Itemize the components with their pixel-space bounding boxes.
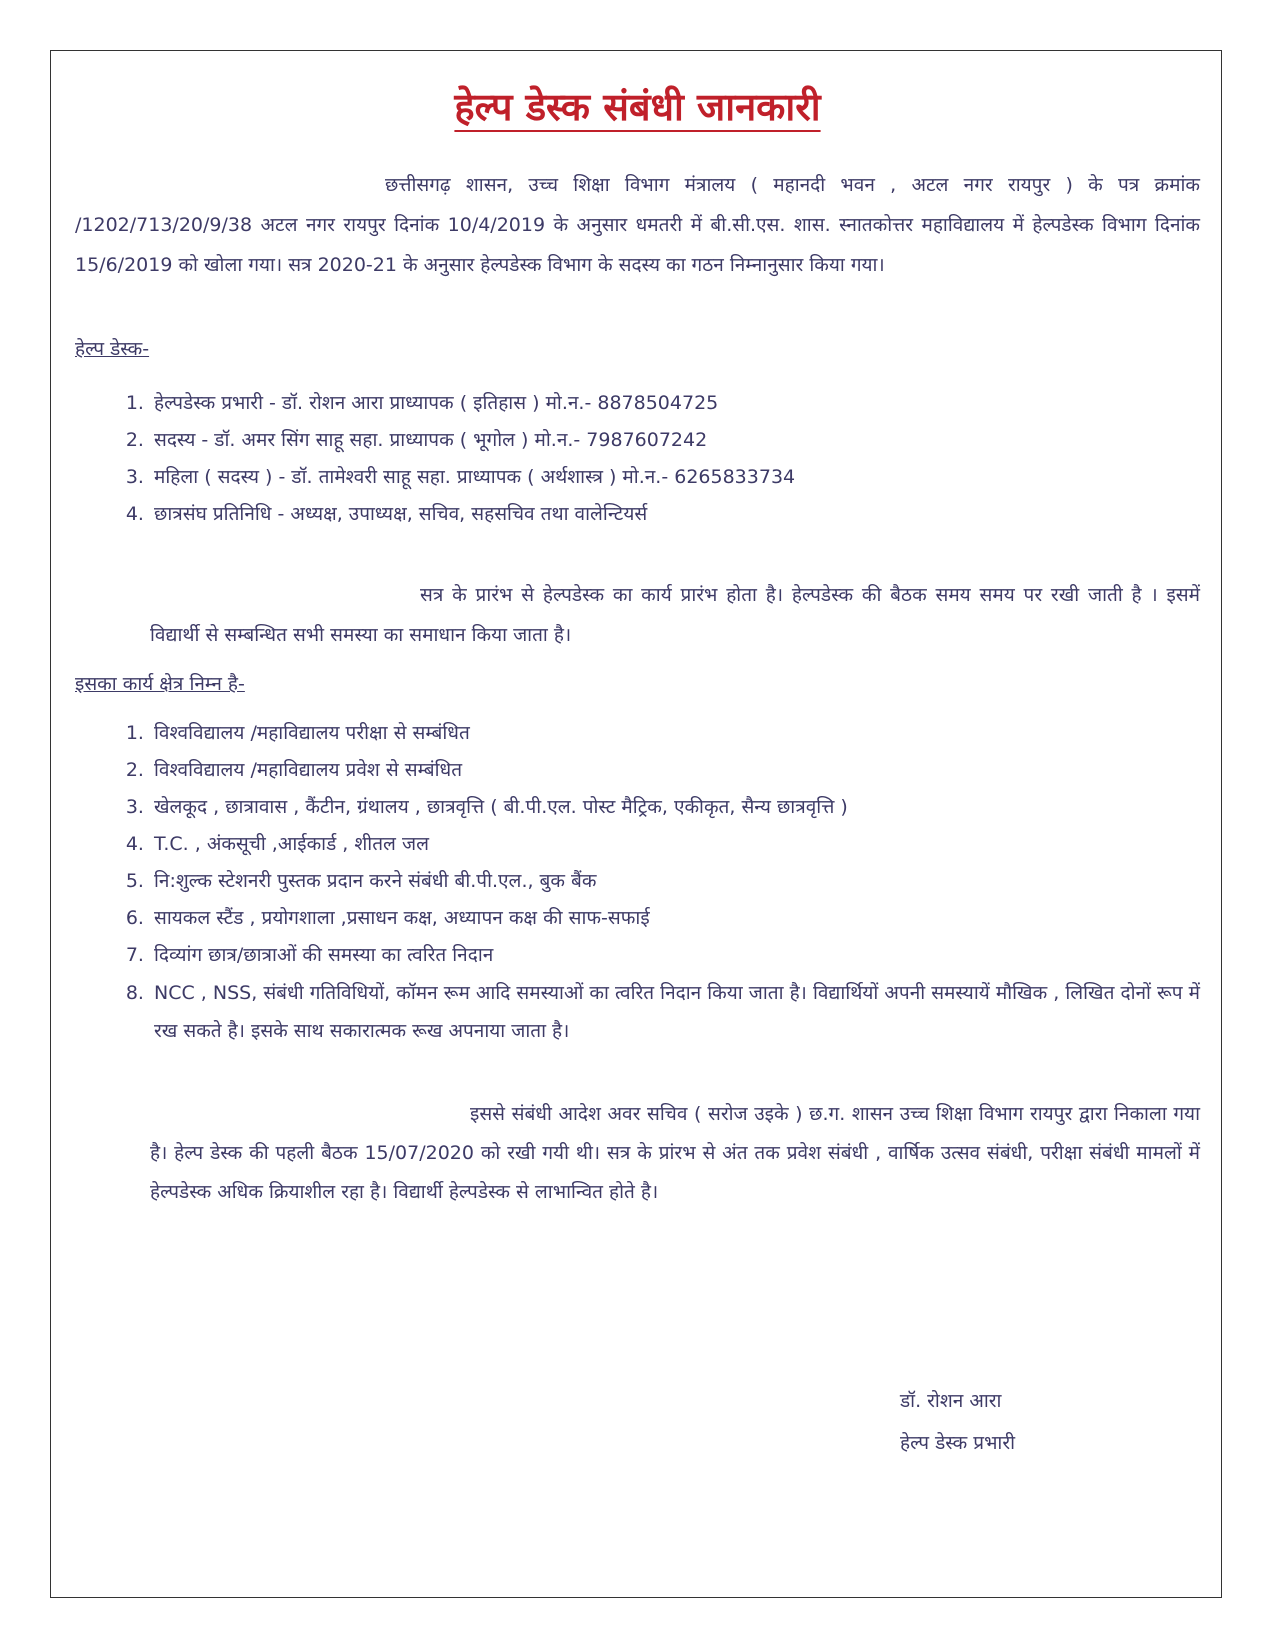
page-title-wrap bbox=[0, 80, 1275, 132]
scope-heading: इसका कार्य क्षेत्र निम्न है- bbox=[75, 673, 245, 695]
member-item: 1. हेल्पडेस्क प्रभारी - डॉ. रोशन आरा प्राध्यापक ( इतिहास ) मो.न.- 8878504725 bbox=[150, 385, 1200, 422]
member-item: 2. सदस्य - डॉ. अमर सिंग साहू सहा. प्राध्यापक ( भूगोल ) मो.न.- 7987607242 bbox=[150, 422, 1200, 459]
intro-paragraph: छत्तीसगढ़ शासन, उच्च शिक्षा विभाग मंत्रालय ( महानदी भवन , अटल नगर रायपुर ) के पत्र क्रमांक /1202/713/20/9/38 अटल नगर रायपुर दिनांक 10/4/2019 के अनुसार धमतरी में बी.सी.एस. शास. स्नातकोत्तर महाविद्यालय में हेल्पडेस्क विभाग दिनांक 15/6/2019 को खोला गया। सत्र 2020-21 के अनुसार हेल्पडेस्क विभाग के सदस्य का गठन निम्नानुसार किया गया। bbox=[75, 174, 1200, 276]
helpdesk-heading: हेल्प डेस्क- bbox=[75, 338, 150, 360]
scope-item: 8. NCC , NSS, संबंधी गतिविधियों, कॉमन रूम आदि समस्याओं का त्वरित निदान किया जाता है। विद्यार्थियों अपनी समस्यायें मौखिक , लिखित दोनों रूप में रख सकते है। इसके साथ सकारात्मक रूख अपनाया जाता है। bbox=[150, 974, 1200, 1050]
member-item: 4. छात्रसंघ प्रतिनिधि - अध्यक्ष, उपाध्यक्ष, सचिव, सहसचिव तथा वालेन्टियर्स bbox=[150, 496, 1200, 533]
scope-item: 3. खेलकूद , छात्रावास , कैंटीन, ग्रंथालय , छात्रवृत्ति ( बी.पी.एल. पोस्ट मैट्रिक, एकीकृत, सैन्य छात्रवृत्ति ) bbox=[150, 789, 1200, 826]
scope-item: 5. नि:शुल्क स्टेशनरी पुस्तक प्रदान करने संबंधी बी.पी.एल., बुक बैंक bbox=[150, 863, 1200, 900]
scope-item: 7. दिव्यांग छात्र/छात्राओं की समस्या का त्वरित निदान bbox=[150, 937, 1200, 974]
signature-designation: हेल्प डेस्क प्रभारी bbox=[900, 1432, 1016, 1454]
scope-item: 2. विश्वविद्यालय /महाविद्यालय प्रवेश से सम्बंधित bbox=[150, 752, 1200, 789]
scope-list bbox=[112, 715, 1200, 1050]
session-paragraph: सत्र के प्रारंभ से हेल्पडेस्क का कार्य प्रारंभ होता है। हेल्पडेस्क की बैठक समय समय पर रखी जाती है । इसमें विद्यार्थी से सम्बन्धित सभी समस्या का समाधान किया जाता है। bbox=[150, 584, 1200, 646]
member-item: 3. महिला ( सदस्य ) - डॉ. तामेश्वरी साहू सहा. प्राध्यापक ( अर्थशास्त्र ) मो.न.- 6265833734 bbox=[150, 459, 1200, 496]
page-title: हेल्प डेस्क संबंधी जानकारी bbox=[454, 85, 821, 129]
scope-item: 1. विश्वविद्यालय /महाविद्यालय परीक्षा से सम्बंधित bbox=[150, 715, 1200, 752]
scope-item: 4. T.C. , अंकसूची ,आईकार्ड , शीतल जल bbox=[150, 826, 1200, 863]
members-list bbox=[112, 385, 1200, 533]
scope-item: 6. सायकल स्टैंड , प्रयोगशाला ,प्रसाधन कक्ष, अध्यापन कक्ष की साफ-सफाई bbox=[150, 900, 1200, 937]
signature-name: डॉ. रोशन आरा bbox=[900, 1390, 1002, 1412]
order-paragraph: इससे संबंधी आदेश अवर सचिव ( सरोज उइके ) छ.ग. शासन उच्च शिक्षा विभाग रायपुर द्वारा निकाला गया है। हेल्प डेस्क की पहली बैठक 15/07/2020 को रखी गयी थी। सत्र के प्रांरभ से अंत तक प्रवेश संबंधी , वार्षिक उत्सव संबंधी, परीक्षा संबंधी मामलों में हेल्पडेस्क अधिक क्रियाशील रहा है। विद्यार्थी हेल्पडेस्क से लाभान्वित होते है। bbox=[150, 1103, 1200, 1203]
